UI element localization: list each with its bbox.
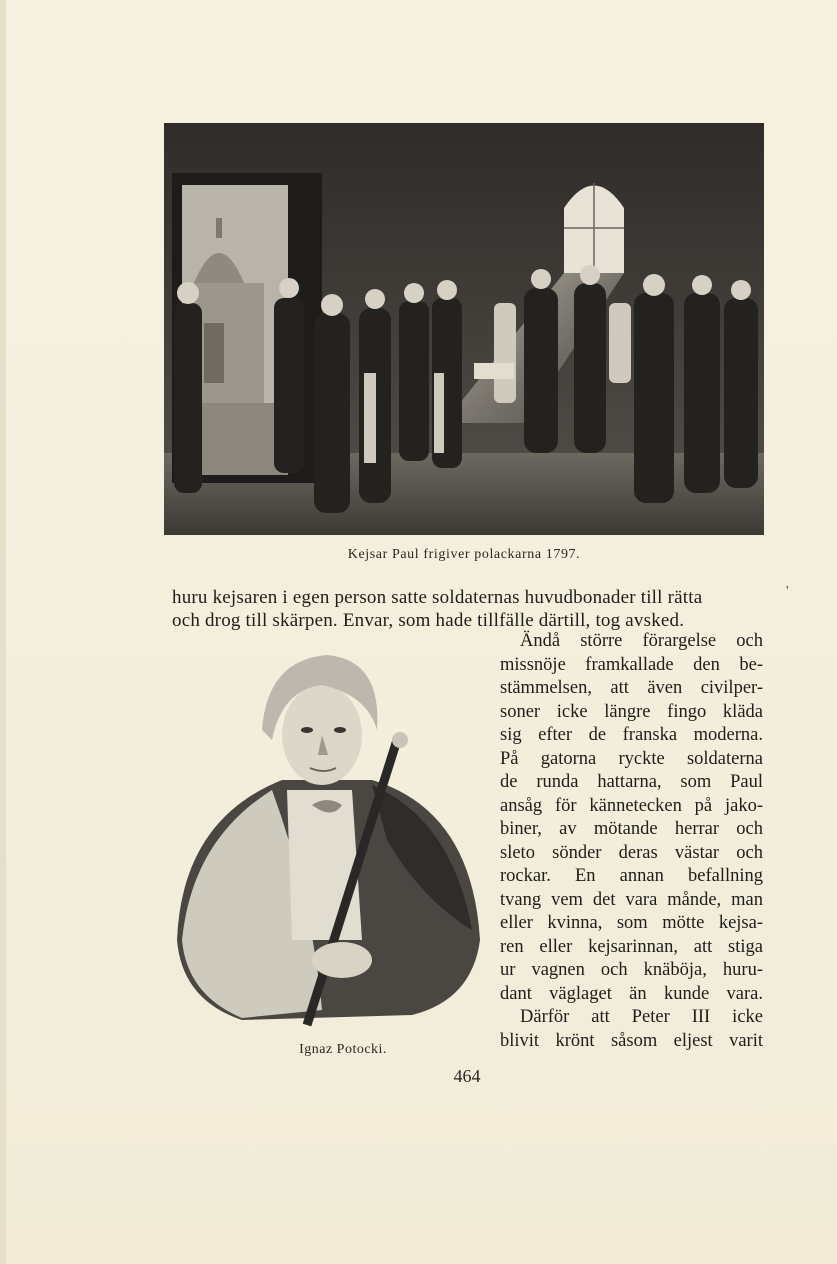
column-line: ren eller kejsarinnan, att stiga [500, 936, 763, 957]
column-line: de runda hattarna, som Paul [500, 772, 763, 792]
column-line: tvang vem det vara månde, man [500, 889, 763, 910]
column-line: missnöje framkallade den be- [500, 654, 763, 675]
text-column [500, 630, 763, 1053]
column-line: eller kvinna, som mötte kejsa- [500, 913, 763, 933]
column-line: ur vagnen och knäböja, huru- [500, 960, 763, 980]
margin-mark: ' [786, 584, 789, 599]
page-edge [0, 0, 6, 1264]
column-line: blivit krönt såsom eljest varit [500, 1030, 763, 1051]
column-line: dant väglaget än kunde vara. [500, 983, 763, 1004]
page-number: 464 [453, 1066, 481, 1086]
engraving-kejsar-paul [164, 123, 764, 535]
text-line-2: och drog till skärpen. Envar, som hade tillfälle därtill, tog avsked. [172, 610, 685, 631]
caption-top: Kejsar Paul frigiver polackarna 1797. [347, 547, 581, 562]
engraving-ignaz-potocki [172, 640, 482, 1030]
column-line: biner, av mötande herrar och [500, 819, 763, 839]
text-line-1: huru kejsaren i egen person satte soldaternas huvudbonader till rätta [172, 587, 703, 608]
column-line: stämmelsen, att även civilper- [500, 678, 763, 698]
column-line: ansåg för kännetecken på jako- [500, 795, 763, 816]
column-line: Ändå större förargelse och [520, 631, 763, 651]
column-line: rockar. En annan befallning [500, 866, 763, 886]
column-line: Därför att Peter III icke [520, 1007, 763, 1027]
column-line: sig efter de franska moderna. [500, 725, 763, 745]
column-line: sleto sönder deras västar och [500, 842, 763, 863]
column-line: soner icke längre fingo kläda [500, 701, 763, 722]
caption-portrait: Ignaz Potocki. [299, 1042, 387, 1057]
column-line: På gatorna ryckte soldaterna [500, 748, 763, 769]
